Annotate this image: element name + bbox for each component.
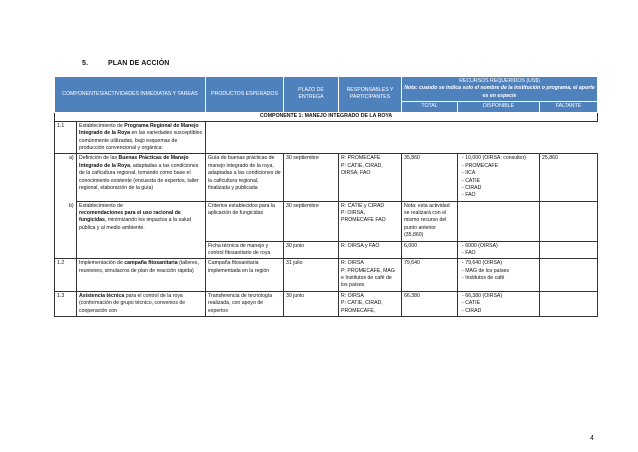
producto-cell: Campaña fitosanitaria implementada en la región — [206, 259, 284, 292]
faltante-cell — [540, 259, 598, 292]
header-faltante: FALTANTE — [540, 102, 598, 112]
plan-table — [54, 76, 598, 317]
plazo-cell: 30 junio — [284, 291, 339, 316]
table-row — [55, 259, 598, 292]
activity-bold: Asistencia técnica — [79, 292, 125, 299]
disponible-cell — [458, 201, 540, 241]
row-number: 1.1 — [55, 121, 77, 154]
faltante-cell: 25,860 — [540, 154, 598, 201]
list-item: - 10,000 (OIRSA: consultor) — [460, 155, 537, 162]
header-nota: Nota: cuando se indica solo el nombre de la institución o programa, el aporte es en especie — [404, 85, 595, 99]
plazo-cell: 30 septiembre — [284, 201, 339, 241]
sub-label: a) — [69, 155, 74, 162]
total-cell: 66,380 — [402, 291, 458, 316]
header-responsables: RESPONSABLES Y PARTICIPANTES — [339, 77, 402, 113]
list-item: - FAO — [460, 250, 537, 257]
component-row — [55, 112, 598, 121]
activity-bold: Buenas Prácticas de Manejo Integrado de la Roya — [79, 155, 189, 169]
responsables-cell: R: OIRSA P: CATIE, CIRAD, PROMECAFE, — [339, 291, 402, 316]
table-row — [55, 121, 598, 154]
plazo-cell: 30 septiembre — [284, 154, 339, 201]
list-item: - CATIE — [460, 300, 537, 307]
header-plazo: PLAZO DE ENTREGA — [284, 77, 339, 113]
list-item: - 79,640 (OIRSA) — [460, 260, 537, 267]
disponible-cell — [458, 154, 540, 201]
component-title: COMPONENTE 1: MANEJO INTEGRADO DE LA ROYA — [55, 112, 598, 121]
header-componentes: COMPONENTES/ACTIVIDADES INMEDIATAS Y TAREAS — [55, 77, 206, 113]
list-item: - 66,380 (OIRSA) — [460, 293, 537, 300]
activity-cell — [77, 121, 206, 154]
activity-text: Establecimiento de — [79, 122, 125, 129]
list-item: - MAG de los países — [460, 268, 537, 275]
activity-bold: Programa Regional de Manejo Integrado de la Roya — [79, 122, 199, 137]
list-item: - PROMECAFE — [460, 163, 537, 170]
plazo-cell: 31 julio — [284, 259, 339, 292]
list-item: - Institutos de café — [460, 275, 537, 282]
activity-cell — [69, 154, 206, 201]
activity-text-rest: , minimizando los impactos a la salud pública y al medio ambiente. — [79, 217, 191, 231]
activity-bold: campaña fitosanitaria — [124, 260, 178, 267]
activity-cell — [77, 259, 206, 292]
row-number: 1.3 — [55, 291, 77, 316]
table-row — [55, 291, 598, 316]
activity-text-rest: en las variedades susceptibles comúnmente utilizadas, bajo esquemas de producción convencional y orgánica: — [79, 130, 203, 151]
faltante-cell — [540, 201, 598, 241]
header-productos: PRODUCTOS ESPERADOS — [206, 77, 284, 113]
activity-cell — [77, 291, 206, 316]
disponible-list — [460, 260, 537, 282]
producto-cell: Guía de buenas prácticas de manejo integrado de la roya, adaptadas a las condiciones de la caficultura regional, finalizada y publicada — [206, 154, 284, 201]
table-row — [55, 201, 598, 241]
table-row — [55, 154, 598, 201]
disponible-cell — [458, 241, 540, 259]
header-recursos — [402, 77, 598, 102]
list-item: - IICA — [460, 170, 537, 177]
producto-cell: Criterios establecidos para la aplicación de fungicidas — [206, 201, 284, 241]
empty-cell — [206, 121, 598, 154]
list-item: - CIRAD — [460, 308, 537, 315]
activity-cell — [69, 201, 206, 259]
total-cell: Nota: esta actividad se realizará con el mismo recurso del punto anterior (35,860) — [402, 201, 458, 241]
row-number: 1.2 — [55, 259, 77, 292]
activity-text: Establecimiento de — [79, 202, 123, 209]
header-disponible: DISPONIBLE — [458, 102, 540, 112]
disponible-list — [460, 243, 537, 258]
responsables-cell: R: PROMECAFE P: CATIE, CIRAD, OIRSA, FAO — [339, 154, 402, 201]
faltante-cell — [540, 291, 598, 316]
activity-text-rest: (talleres, reuniones, simulacros de plan de reacción rápida) — [79, 260, 199, 274]
list-item: - CATIE — [460, 178, 537, 185]
list-item: - 6000 (OIRSA) — [460, 243, 537, 250]
responsables-cell: R: CATIE y CIRAD P: OIRSA, PROMECAFE FAO — [339, 201, 402, 241]
activity-text-rest: para el control de la roya (conformación de grupo técnico, convenios de cooperación con — [79, 292, 186, 314]
disponible-cell — [458, 291, 540, 316]
activity-text: Implementación de — [79, 260, 125, 267]
section-number: 5. — [82, 60, 89, 67]
responsables-cell: R: OIRSA P: PROMECAFE, MAG e Institutos de café de los países — [339, 259, 402, 292]
activity-text: Definición de las — [79, 155, 119, 162]
header-total: TOTAL — [402, 102, 458, 112]
list-item: - FAO — [460, 192, 537, 199]
table-header-row — [55, 77, 598, 102]
sub-label: b) — [69, 202, 74, 209]
activity-text-rest: , adaptadas a las condiciones de la caficultura regional, tomando como base el conocimiento existente (encuesta de expertos, taller regional, elaboración de la guía) — [79, 162, 199, 191]
disponible-cell — [458, 259, 540, 292]
total-cell: 6,000 — [402, 241, 458, 259]
producto-cell: Transferencia de tecnología realizada, con apoyo de expertos — [206, 291, 284, 316]
page-number: 4 — [590, 435, 594, 442]
header-recursos-title: RECURSOS REQUERIDOS (US$) — [459, 78, 540, 84]
section-title: PLAN DE ACCIÓN — [108, 60, 170, 67]
responsables-cell: R: OIRSA y FAO — [339, 241, 402, 259]
total-cell: 35,860 — [402, 154, 458, 201]
activity-bold: recomendaciones para el uso racional de fungicidas — [79, 210, 181, 224]
list-item: - CIRAD — [460, 185, 537, 192]
producto-cell: Ficha técnica de manejo y control fitosanitario de roya — [206, 241, 284, 259]
total-cell: 79,640 — [402, 259, 458, 292]
faltante-cell — [540, 241, 598, 259]
disponible-list — [460, 155, 537, 199]
section-heading — [82, 60, 169, 67]
disponible-list — [460, 293, 537, 315]
plazo-cell: 30 junio — [284, 241, 339, 259]
